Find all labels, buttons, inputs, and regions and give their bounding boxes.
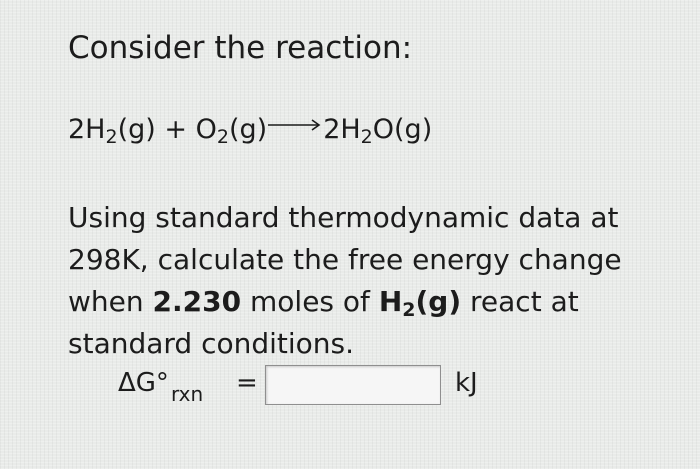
product-h2o-rest: O(g) bbox=[372, 114, 433, 145]
body-line-3-pre: when bbox=[68, 285, 153, 318]
reaction-equation bbox=[68, 110, 432, 150]
delta-g-symbol: ΔG° bbox=[118, 368, 169, 398]
body-line-2: 298K, calculate the free energy change bbox=[68, 243, 622, 276]
body-line-4: standard conditions. bbox=[68, 327, 355, 360]
reactant-o2-state: (g) bbox=[228, 114, 268, 145]
body-line-3 bbox=[68, 281, 688, 323]
reactant-h2-subscript: 2 bbox=[105, 126, 118, 148]
product-h2o-coefficient: 2H bbox=[323, 114, 361, 145]
question-intro: Consider the reaction: bbox=[68, 30, 413, 66]
reactant-h2-coefficient: 2H bbox=[68, 114, 106, 145]
unit-label: kJ bbox=[455, 368, 478, 398]
species-base: H bbox=[378, 285, 403, 318]
body-line-3-mid: moles of bbox=[241, 285, 379, 318]
product-h2o-subscript: 2 bbox=[360, 126, 373, 148]
delta-g-label bbox=[118, 368, 204, 406]
plus-sign: + bbox=[164, 114, 188, 145]
species-subscript: 2 bbox=[402, 299, 416, 321]
body-line-3-post: react at bbox=[461, 285, 579, 318]
reactant-o2-subscript: 2 bbox=[216, 126, 229, 148]
reactant-h2-state: (g) bbox=[117, 114, 156, 145]
question-body bbox=[68, 197, 688, 365]
answer-input[interactable] bbox=[265, 365, 441, 405]
delta-g-subscript: rxn bbox=[170, 382, 204, 406]
equals-sign: = bbox=[236, 368, 258, 398]
moles-value: 2.230 bbox=[152, 285, 242, 318]
reactant-o2-base: O bbox=[195, 114, 217, 145]
species-state: (g) bbox=[415, 285, 462, 318]
body-line-1: Using standard thermodynamic data at bbox=[68, 201, 619, 234]
right-arrow-icon bbox=[268, 115, 322, 135]
